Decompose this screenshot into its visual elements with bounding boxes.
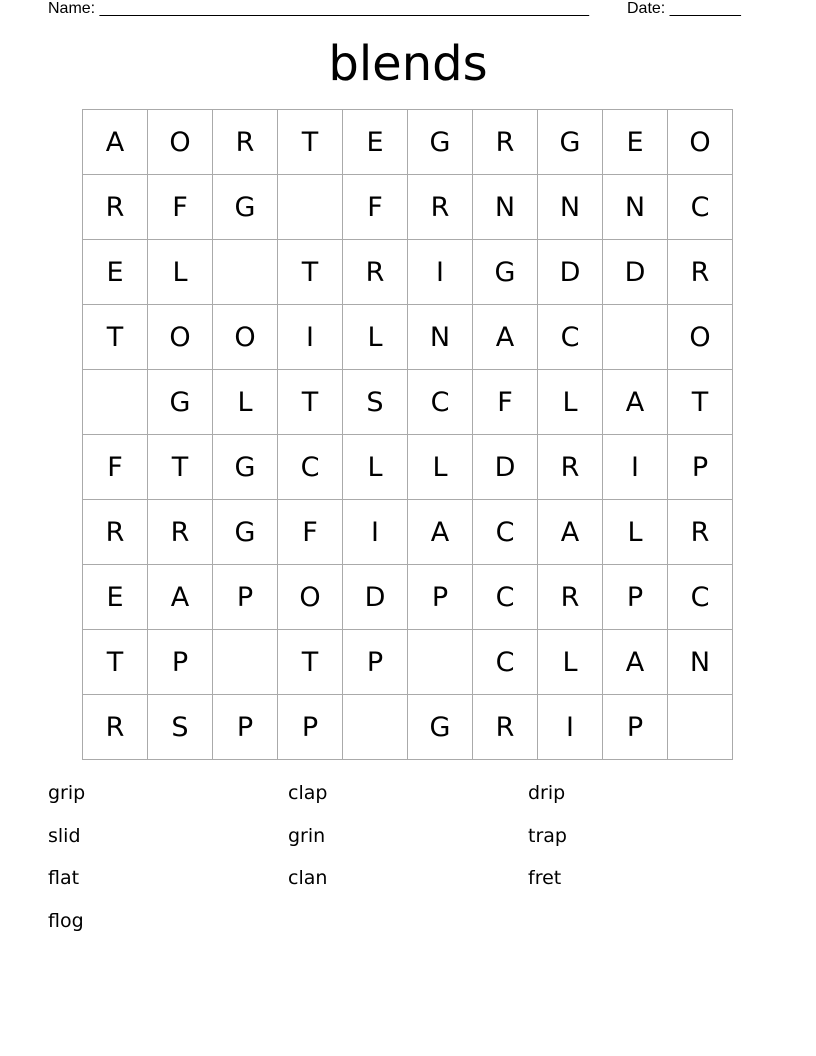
- grid-cell: R: [538, 435, 603, 500]
- grid-cell: P: [148, 630, 213, 695]
- grid-cell: G: [213, 500, 278, 565]
- grid-cell: N: [408, 305, 473, 370]
- grid-cell: T: [83, 305, 148, 370]
- word-list-item: trap: [528, 824, 567, 847]
- date-field: Date: ________: [627, 0, 741, 17]
- grid-cell: C: [668, 175, 733, 240]
- grid-cell: O: [148, 110, 213, 175]
- grid-cell: G: [473, 240, 538, 305]
- grid-cell: C: [668, 565, 733, 630]
- grid-cell: S: [343, 370, 408, 435]
- word-list-item: clan: [288, 867, 328, 889]
- grid-cell: D: [603, 240, 668, 305]
- grid-cell: R: [213, 110, 278, 175]
- grid-cell: I: [343, 500, 408, 565]
- grid-cell: P: [213, 695, 278, 760]
- grid-cell: F: [473, 370, 538, 435]
- grid-cell: T: [278, 240, 343, 305]
- grid-cell: N: [473, 175, 538, 240]
- grid-cell: D: [538, 240, 603, 305]
- grid-cell: P: [603, 695, 668, 760]
- grid-cell: A: [148, 565, 213, 630]
- grid-cell: A: [473, 305, 538, 370]
- grid-cell: [343, 695, 408, 760]
- word-list-item: grip: [48, 782, 86, 804]
- grid-cell: G: [408, 695, 473, 760]
- grid-cell: F: [278, 500, 343, 565]
- grid-cell: N: [668, 630, 733, 695]
- grid-cell: A: [408, 500, 473, 565]
- grid-cell: C: [473, 565, 538, 630]
- grid-cell: A: [603, 630, 668, 695]
- word-list: [48, 778, 768, 948]
- grid-cell: E: [603, 110, 668, 175]
- grid-cell: R: [343, 240, 408, 305]
- grid-cell: F: [148, 175, 213, 240]
- word-list-item: slid: [48, 824, 81, 847]
- grid-cell: E: [83, 240, 148, 305]
- grid-cell: I: [408, 240, 473, 305]
- grid-cell: E: [83, 565, 148, 630]
- word-list-item: fret: [528, 867, 562, 889]
- word-list-item: flat: [48, 867, 80, 889]
- grid-cell: O: [148, 305, 213, 370]
- grid-cell: E: [343, 110, 408, 175]
- grid-cell: [603, 305, 668, 370]
- grid-cell: R: [83, 695, 148, 760]
- grid-cell: I: [603, 435, 668, 500]
- grid-cell: P: [213, 565, 278, 630]
- grid-cell: L: [213, 370, 278, 435]
- grid-cell: T: [278, 630, 343, 695]
- grid-cell: C: [278, 435, 343, 500]
- grid-cell: [278, 175, 343, 240]
- grid-cell: P: [343, 630, 408, 695]
- grid-cell: [668, 695, 733, 760]
- name-field: Name: _______________________________________________________: [48, 0, 589, 17]
- letter-grid: [82, 109, 733, 760]
- grid-cell: I: [278, 305, 343, 370]
- puzzle-title: blends: [328, 36, 488, 92]
- grid-cell: R: [668, 500, 733, 565]
- grid-cell: T: [148, 435, 213, 500]
- grid-cell: G: [148, 370, 213, 435]
- grid-cell: P: [278, 695, 343, 760]
- grid-cell: T: [668, 370, 733, 435]
- grid-cell: [83, 370, 148, 435]
- grid-cell: O: [213, 305, 278, 370]
- grid-cell: R: [83, 175, 148, 240]
- grid-cell: T: [278, 370, 343, 435]
- grid-cell: C: [473, 630, 538, 695]
- grid-cell: L: [538, 370, 603, 435]
- grid-cell: L: [343, 305, 408, 370]
- grid-cell: L: [603, 500, 668, 565]
- grid-cell: N: [538, 175, 603, 240]
- grid-cell: T: [278, 110, 343, 175]
- grid-cell: O: [278, 565, 343, 630]
- grid-cell: L: [148, 240, 213, 305]
- grid-cell: R: [83, 500, 148, 565]
- grid-cell: R: [148, 500, 213, 565]
- grid-cell: P: [603, 565, 668, 630]
- grid-cell: R: [668, 240, 733, 305]
- grid-cell: L: [408, 435, 473, 500]
- grid-cell: D: [343, 565, 408, 630]
- grid-cell: R: [473, 695, 538, 760]
- grid-cell: L: [343, 435, 408, 500]
- grid-cell: T: [83, 630, 148, 695]
- word-list-item: grin: [288, 824, 326, 847]
- grid-cell: G: [213, 175, 278, 240]
- word-list-item: drip: [528, 782, 566, 804]
- grid-cell: D: [473, 435, 538, 500]
- grid-cell: I: [538, 695, 603, 760]
- grid-cell: A: [603, 370, 668, 435]
- grid-cell: A: [538, 500, 603, 565]
- grid-cell: G: [213, 435, 278, 500]
- grid-cell: R: [538, 565, 603, 630]
- grid-cell: P: [668, 435, 733, 500]
- grid-cell: G: [408, 110, 473, 175]
- grid-cell: [213, 630, 278, 695]
- word-list-item: clap: [288, 782, 328, 804]
- word-list-item: flog: [48, 909, 84, 932]
- grid-cell: R: [473, 110, 538, 175]
- grid-cell: C: [408, 370, 473, 435]
- grid-cell: [408, 630, 473, 695]
- grid-cell: C: [538, 305, 603, 370]
- grid-cell: L: [538, 630, 603, 695]
- grid-cell: N: [603, 175, 668, 240]
- grid-cell: [213, 240, 278, 305]
- grid-cell: O: [668, 305, 733, 370]
- grid-cell: A: [83, 110, 148, 175]
- grid-cell: C: [473, 500, 538, 565]
- grid-cell: G: [538, 110, 603, 175]
- grid-cell: R: [408, 175, 473, 240]
- grid-cell: P: [408, 565, 473, 630]
- grid-cell: F: [343, 175, 408, 240]
- grid-cell: S: [148, 695, 213, 760]
- grid-cell: O: [668, 110, 733, 175]
- grid-cell: F: [83, 435, 148, 500]
